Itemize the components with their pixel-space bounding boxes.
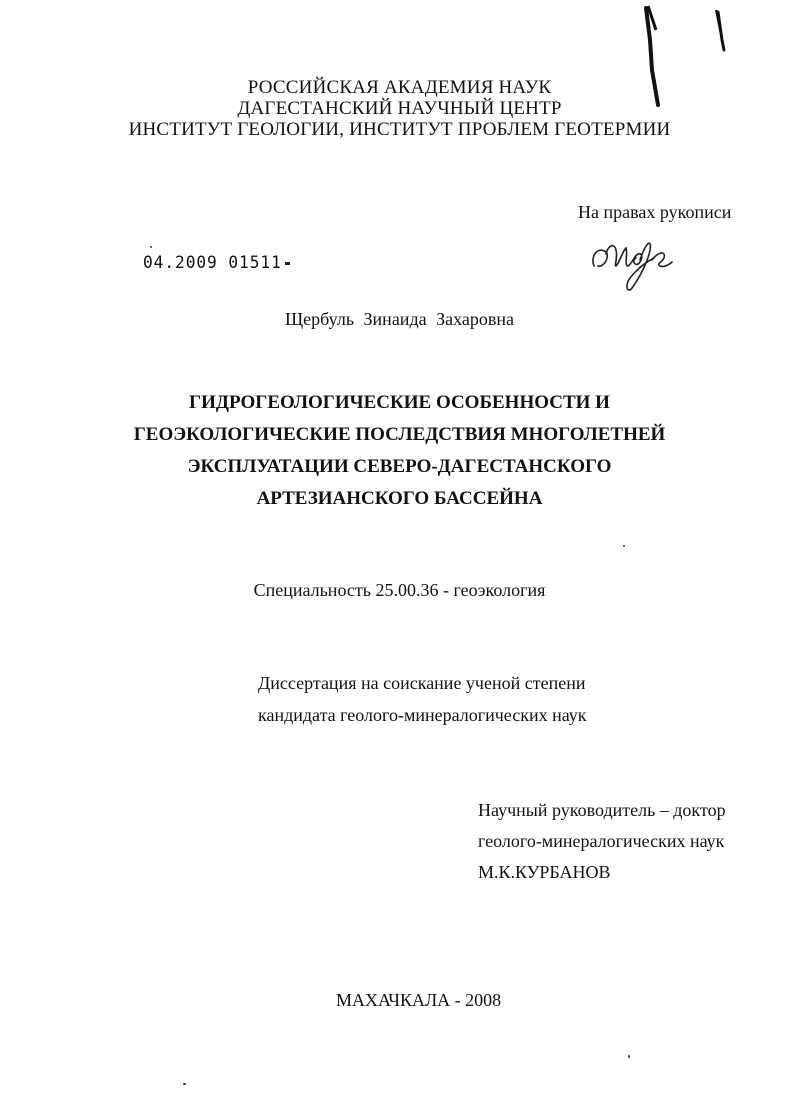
scan-speck xyxy=(623,545,625,547)
signature xyxy=(588,232,678,296)
specialty: Специальность 25.00.36 - геоэкология xyxy=(253,580,546,600)
scan-speck xyxy=(628,1055,630,1058)
dissertation-line-2: кандидата геолого-минералогических наук xyxy=(258,705,587,725)
title-line-1: ГИДРОГЕОЛОГИЧЕСКИЕ ОСОБЕННОСТИ И xyxy=(189,392,610,413)
code-mark xyxy=(285,262,290,265)
manuscript-note: На правах рукописи xyxy=(578,202,732,222)
city-year: МАХАЧКАЛА - 2008 xyxy=(336,990,502,1010)
header-line-institute: ИНСТИТУТ ГЕОЛОГИИ, ИНСТИТУТ ПРОБЛЕМ ГЕОТЕРМИИ xyxy=(128,119,671,140)
header-line-center: ДАГЕСТАНСКИЙ НАУЧНЫЙ ЦЕНТР xyxy=(237,98,562,119)
title-line-3: ЭКСПЛУАТАЦИИ СЕВЕРО-ДАГЕСТАНСКОГО xyxy=(187,456,612,477)
registration-code: 04.2009 01511 xyxy=(143,253,282,273)
supervisor-degree: геолого-минералогических наук xyxy=(478,831,725,851)
scan-speck xyxy=(183,1083,186,1085)
dissertation-line-1: Диссертация на соискание ученой степени xyxy=(258,673,586,693)
title-line-4: АРТЕЗИАНСКОГО БАССЕЙНА xyxy=(256,488,543,509)
supervisor-name: М.К.КУРБАНОВ xyxy=(478,862,611,882)
author-name: Щербуль Зинаида Захаровна xyxy=(285,309,514,329)
title-line-2: ГЕОЭКОЛОГИЧЕСКИЕ ПОСЛЕДСТВИЯ МНОГОЛЕТНЕЙ xyxy=(133,424,666,445)
supervisor-title: Научный руководитель – доктор xyxy=(478,800,726,820)
header-line-academy: РОССИЙСКАЯ АКАДЕМИЯ НАУК xyxy=(247,77,552,98)
scan-speck xyxy=(150,246,152,248)
